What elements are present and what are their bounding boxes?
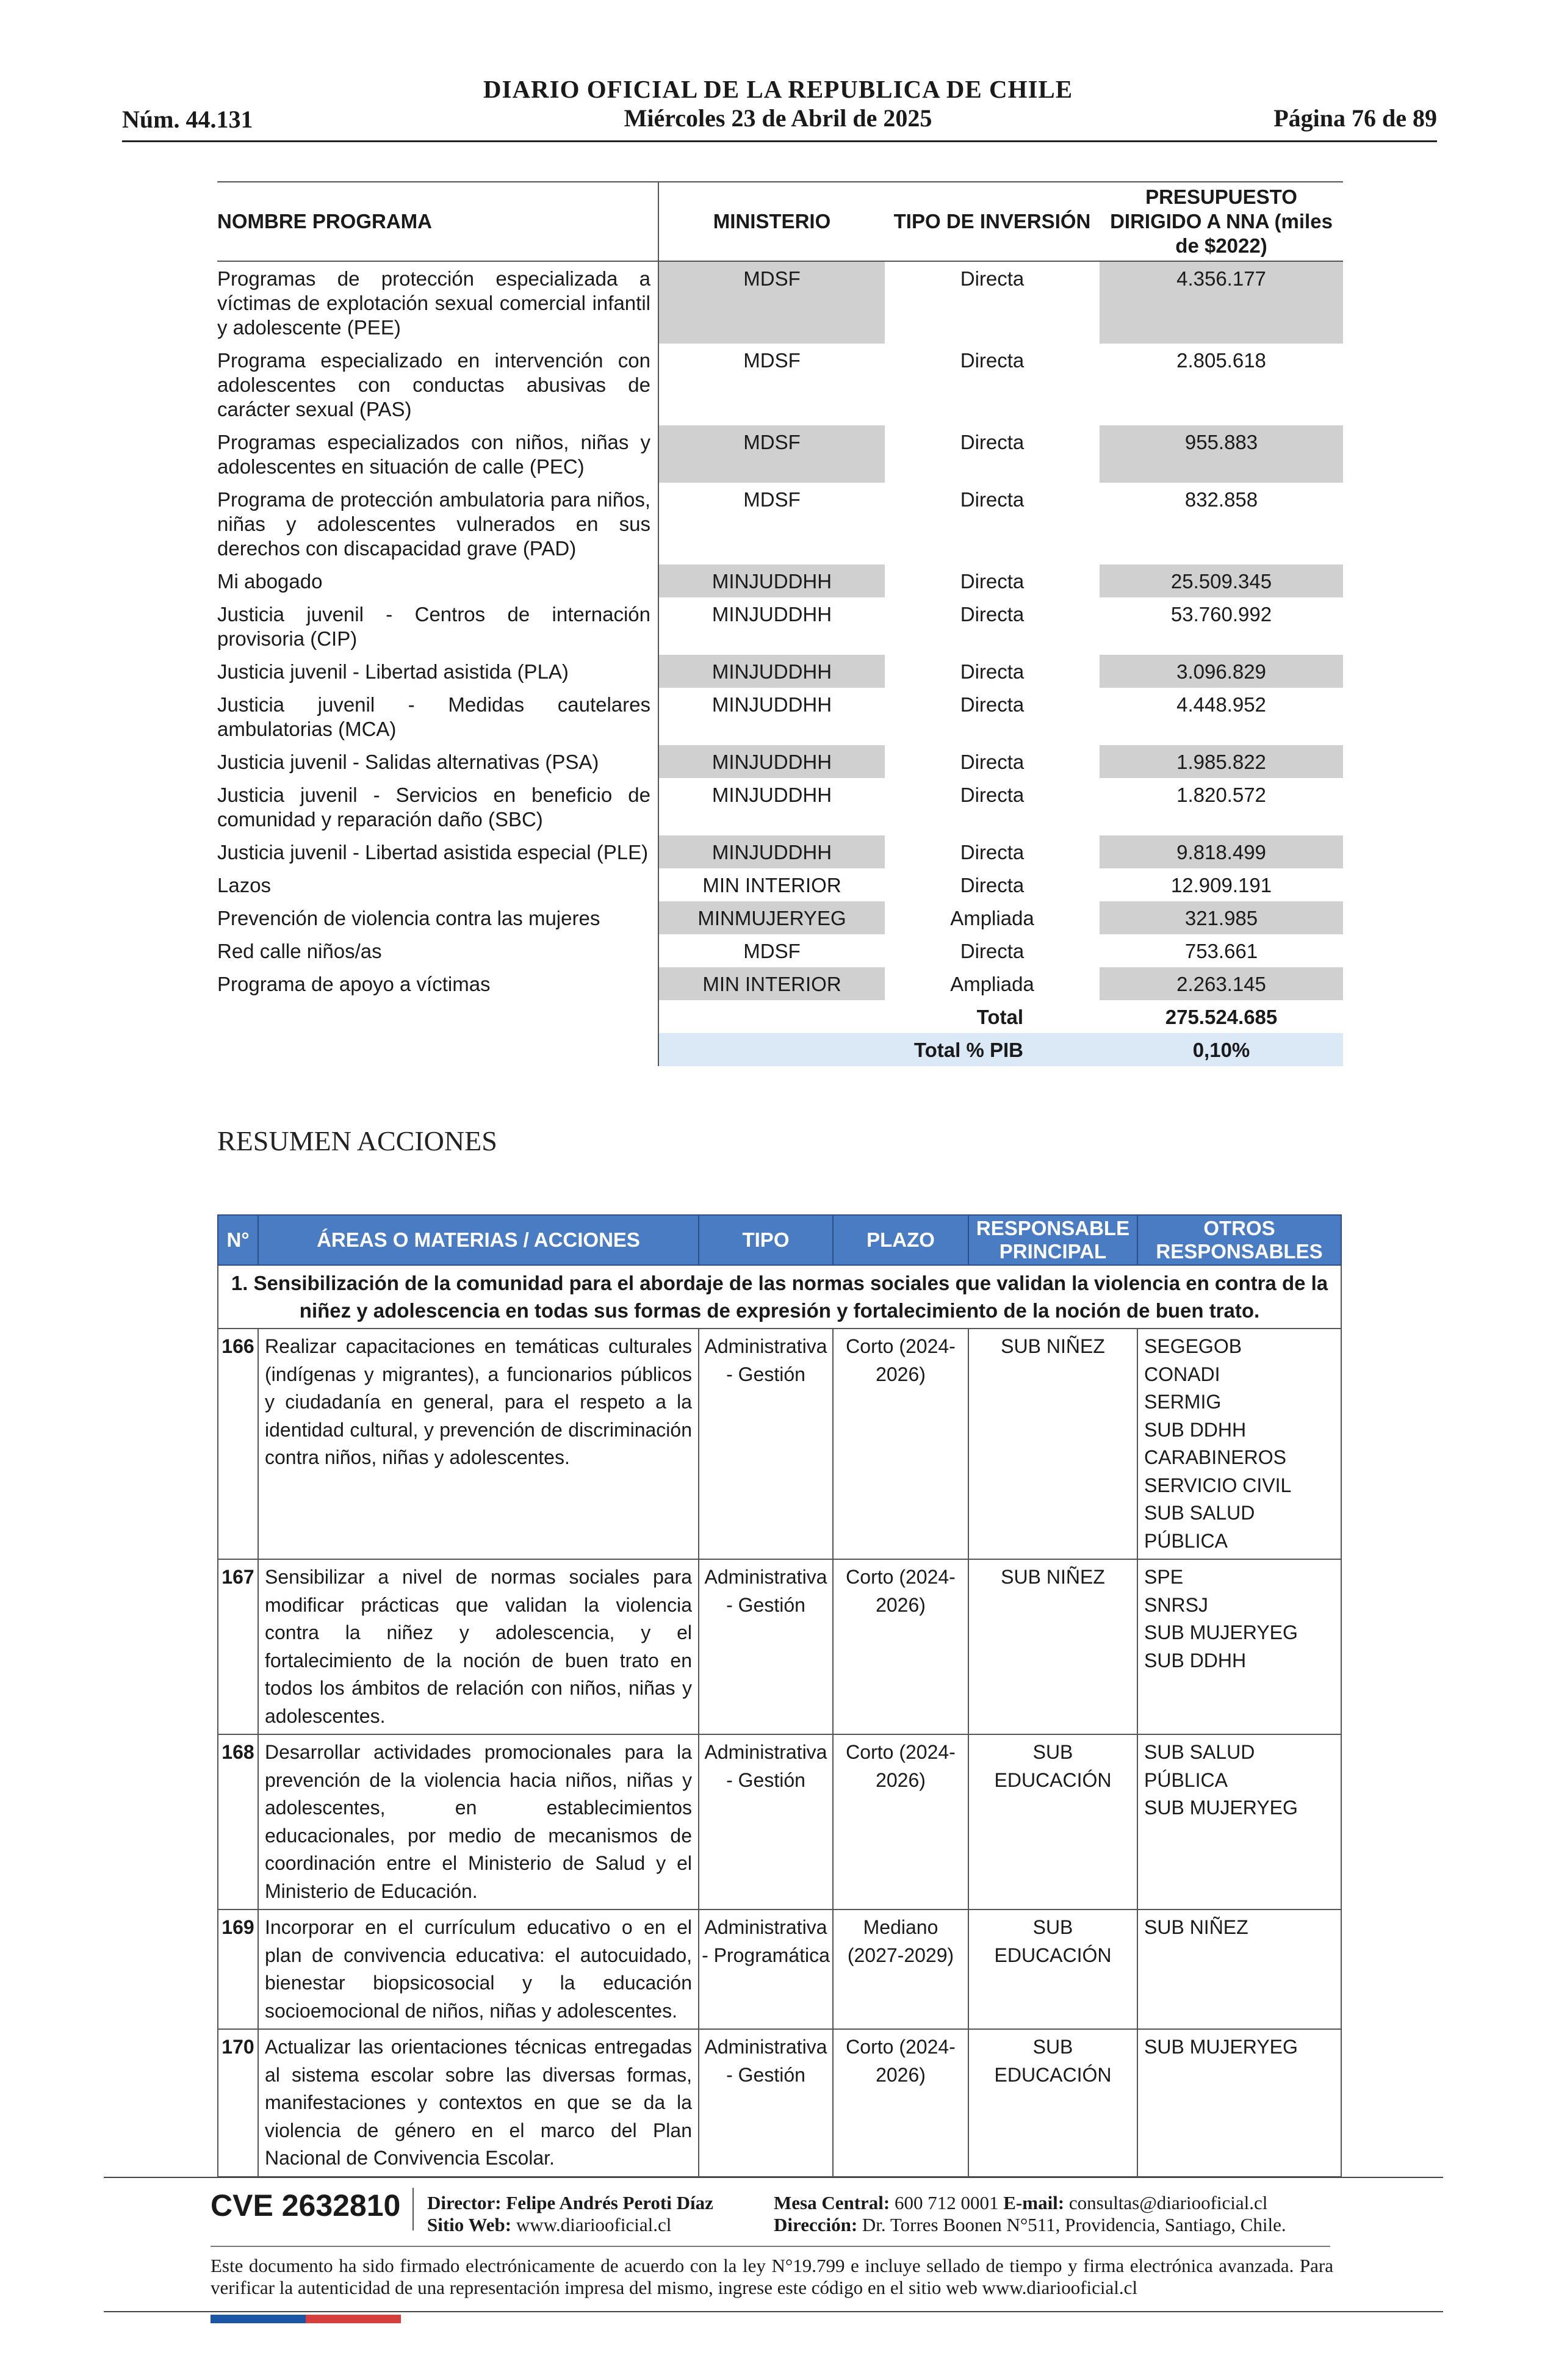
- action-number: 167: [218, 1559, 258, 1734]
- otro-responsable: CARABINEROS: [1144, 1446, 1286, 1468]
- otro-responsable: SUB MUJERYEG: [1144, 2036, 1298, 2058]
- presupuesto-cell: 753.661: [1184, 940, 1258, 962]
- direccion-value: Dr. Torres Boonen N°511, Providencia, Santiago, Chile.: [862, 2214, 1286, 2235]
- tipo-cell: Directa: [960, 784, 1025, 806]
- budget-row: [217, 597, 1343, 655]
- actions-header-row: [218, 1215, 1341, 1265]
- tipo-cell: Directa: [960, 603, 1025, 626]
- action-plazo: Corto (2024-2026): [833, 1559, 968, 1734]
- ministerio-cell: MINMUJERYEG: [658, 901, 885, 934]
- action-row: [218, 2029, 1341, 2177]
- header-tipo: TIPO: [699, 1215, 833, 1265]
- action-number: 170: [218, 2029, 258, 2177]
- header-tipo-inversion: TIPO DE INVERSIÓN: [893, 210, 1091, 233]
- email-label: E-mail:: [1003, 2192, 1065, 2213]
- action-description: Desarrollar actividades promocionales para la prevención de la violencia hacia niños, niñas y adolescentes, en establecimientos educacionales, por medio de mecanismos de coordinación entre el Ministerio de Salud y el Ministerio de Educación.: [258, 1734, 699, 1909]
- otro-responsable: SERMIG: [1144, 1391, 1222, 1413]
- direccion-label: Dirección:: [774, 2214, 858, 2235]
- budget-row: [217, 868, 1343, 901]
- web-link[interactable]: www.diariooficial.cl: [516, 2214, 672, 2235]
- ministerio-cell: MDSF: [658, 261, 885, 344]
- section-title: 1. Sensibilización de la comunidad para el abordaje de las normas sociales que validan la violencia en contra de la niñez y adolescencia en todas sus formas de expresión y fortalecimiento de la noción de buen trato.: [218, 1265, 1341, 1329]
- pib-label: Total % PIB: [658, 1033, 1100, 1066]
- ministerio-cell: MINJUDDHH: [658, 778, 885, 835]
- programa-cell: Lazos: [217, 874, 272, 896]
- budget-row: [217, 483, 1343, 564]
- action-otros: [1137, 1909, 1341, 2029]
- mesa-label: Mesa Central:: [774, 2192, 890, 2213]
- footer-director-block: [427, 2192, 713, 2236]
- programa-cell: Justicia juvenil - Centros de internación provisoria (CIP): [217, 603, 650, 650]
- action-plazo: Corto (2024-2026): [833, 1329, 968, 1559]
- email-link[interactable]: consultas@diariooficial.cl: [1068, 2192, 1268, 2213]
- total-empty: [217, 1000, 658, 1033]
- budget-row: [217, 261, 1343, 344]
- action-otros: [1137, 1734, 1341, 1909]
- presupuesto-cell: 955.883: [1100, 425, 1343, 483]
- footer-separator: [412, 2188, 414, 2230]
- otro-responsable: SUB MUJERYEG: [1144, 1797, 1298, 1819]
- presupuesto-cell: 2.263.145: [1100, 967, 1343, 1000]
- programa-cell: Prevención de violencia contra las mujeres: [217, 907, 600, 929]
- pib-value: 0,10%: [1100, 1033, 1343, 1066]
- action-otros: [1137, 1559, 1341, 1734]
- presupuesto-cell: 9.818.499: [1100, 835, 1343, 868]
- otro-responsable: SUB SALUD: [1144, 1502, 1255, 1524]
- action-otros: [1137, 2029, 1341, 2177]
- tipo-cell: Directa: [960, 431, 1025, 453]
- otro-responsable: SUB MUJERYEG: [1144, 1621, 1298, 1643]
- action-plazo: Mediano (2027-2029): [833, 1909, 968, 2029]
- footer-divider-bottom: [104, 2311, 1443, 2312]
- programa-cell: Mi abogado: [217, 570, 323, 593]
- page-number: Página 76 de 89: [1273, 104, 1437, 132]
- ministerio-cell: MINJUDDHH: [658, 564, 885, 597]
- header-programa: NOMBRE PROGRAMA: [217, 210, 432, 233]
- budget-table: [217, 181, 1343, 1066]
- action-plazo: Corto (2024-2026): [833, 2029, 968, 2177]
- actions-body: [218, 1265, 1341, 2177]
- ministerio-cell: MIN INTERIOR: [658, 868, 885, 901]
- total-label: Total: [658, 1000, 1100, 1033]
- total-value: 275.524.685: [1165, 1006, 1278, 1028]
- programa-cell: Justicia juvenil - Medidas cautelares ambulatorias (MCA): [217, 693, 650, 740]
- footer-divider-mid: [211, 2246, 1330, 2247]
- action-row: [218, 1559, 1341, 1734]
- mesa-phone: 600 712 0001: [895, 2192, 999, 2213]
- presupuesto-cell: 1.820.572: [1176, 784, 1266, 806]
- otro-responsable: SUB DDHH: [1144, 1649, 1247, 1671]
- tipo-cell: Directa: [960, 874, 1025, 896]
- ministerio-cell: MDSF: [658, 425, 885, 483]
- budget-row: [217, 901, 1343, 934]
- budget-body: [217, 261, 1343, 1066]
- presupuesto-cell: 2.805.618: [1176, 349, 1266, 372]
- programa-cell: Programas especializados con niños, niñas y adolescentes en situación de calle (PEC): [217, 431, 650, 478]
- flag-stripe-red: [306, 2315, 401, 2323]
- ministerio-cell: MIN INTERIOR: [658, 967, 885, 1000]
- budget-row: [217, 967, 1343, 1000]
- tipo-cell: Directa: [960, 349, 1025, 372]
- actions-table: [217, 1214, 1342, 2177]
- budget-row: [217, 835, 1343, 868]
- tipo-cell: Directa: [960, 570, 1025, 593]
- action-description: Realizar capacitaciones en temáticas culturales (indígenas y migrantes), a funcionarios públicos y ciudadanía en general, para el respeto a la identidad cultural, y prevención de discriminación contra niños, niñas y adolescentes.: [258, 1329, 699, 1559]
- otro-responsable: PÚBLICA: [1144, 1529, 1228, 1552]
- presupuesto-cell: 4.356.177: [1100, 261, 1343, 344]
- programa-cell: Programa de apoyo a víctimas: [217, 973, 491, 995]
- footer-contact-block: [774, 2192, 1286, 2236]
- action-tipo: Administrativa - Gestión: [699, 2029, 833, 2177]
- header-otros: OTROS RESPONSABLES: [1137, 1215, 1341, 1265]
- total-row: [217, 1000, 1343, 1033]
- budget-header-row: [217, 182, 1343, 261]
- action-otros: [1137, 1329, 1341, 1559]
- header-responsable: RESPONSABLE PRINCIPAL: [968, 1215, 1137, 1265]
- action-responsable: SUB EDUCACIÓN: [968, 1734, 1137, 1909]
- action-description: Incorporar en el currículum educativo o en el plan de convivencia educativa: el autocuidado, bienestar biopsicosocial y la educación socioemocional de niños, niñas y adolescentes.: [258, 1909, 699, 2029]
- tipo-cell: Directa: [960, 488, 1025, 511]
- tipo-cell: Directa: [960, 267, 1025, 290]
- header-plazo: PLAZO: [833, 1215, 968, 1265]
- director-name: Felipe Andrés Peroti Díaz: [506, 2192, 713, 2213]
- programa-cell: Programa de protección ambulatoria para niños, niñas y adolescentes vulnerados en sus derechos con discapacidad grave (PAD): [217, 488, 650, 560]
- budget-row: [217, 344, 1343, 425]
- action-row: [218, 1909, 1341, 2029]
- action-tipo: Administrativa - Gestión: [699, 1559, 833, 1734]
- action-responsable: SUB EDUCACIÓN: [968, 2029, 1137, 2177]
- action-number: 166: [218, 1329, 258, 1559]
- ministerio-cell: MDSF: [658, 483, 885, 564]
- action-responsable: SUB NIÑEZ: [968, 1559, 1137, 1734]
- budget-row: [217, 778, 1343, 835]
- presupuesto-cell: 3.096.829: [1100, 655, 1343, 688]
- tipo-cell: Directa: [960, 660, 1025, 683]
- header-n: N°: [218, 1215, 258, 1265]
- ministerio-cell: MDSF: [658, 934, 885, 967]
- presupuesto-cell: 1.985.822: [1100, 745, 1343, 778]
- budget-row: [217, 934, 1343, 967]
- otro-responsable: SUB NIÑEZ: [1144, 1916, 1248, 1938]
- ministerio-cell: MDSF: [658, 344, 885, 425]
- issue-number: Núm. 44.131: [122, 106, 253, 133]
- presupuesto-cell: 12.909.191: [1170, 874, 1272, 896]
- tipo-cell: Directa: [960, 693, 1025, 716]
- header-ministerio: MINISTERIO: [658, 182, 885, 261]
- action-description: Sensibilizar a nivel de normas sociales para modificar prácticas que validan la violencia contra la niñez y adolescencia, y el fortalecimiento de la noción de buen trato en todos los ámbitos de relación con niños, niñas y adolescentes.: [258, 1559, 699, 1734]
- otro-responsable: SPE: [1144, 1566, 1184, 1588]
- action-description: Actualizar las orientaciones técnicas entregadas al sistema escolar sobre las diversas formas, manifestaciones y contextos en que se da la violencia de género en el marco del Plan Nacional de Convivencia Escolar.: [258, 2029, 699, 2177]
- tipo-cell: Directa: [960, 751, 1025, 773]
- ministerio-cell: MINJUDDHH: [658, 745, 885, 778]
- budget-row: [217, 564, 1343, 597]
- otro-responsable: SERVICIO CIVIL: [1144, 1474, 1292, 1496]
- header-divider: [122, 140, 1437, 142]
- budget-row: [217, 425, 1343, 483]
- programa-cell: Justicia juvenil - Servicios en beneficio de comunidad y reparación daño (SBC): [217, 784, 650, 831]
- section-row: [218, 1265, 1341, 1329]
- otro-responsable: SUB DDHH: [1144, 1418, 1247, 1441]
- tipo-cell: Directa: [960, 841, 1025, 864]
- budget-row: [217, 745, 1343, 778]
- ministerio-cell: MINJUDDHH: [658, 597, 885, 655]
- action-tipo: Administrativa - Programática: [699, 1909, 833, 2029]
- tipo-cell: Ampliada: [950, 907, 1034, 929]
- publication-title: DIARIO OFICIAL DE LA REPUBLICA DE CHILE: [483, 75, 1073, 103]
- otro-responsable: SEGEGOB: [1144, 1335, 1242, 1357]
- presupuesto-cell: 321.985: [1100, 901, 1343, 934]
- programa-cell: Justicia juvenil - Libertad asistida especial (PLE): [217, 841, 649, 864]
- pib-row: [217, 1033, 1343, 1066]
- action-number: 169: [218, 1909, 258, 2029]
- otro-responsable: CONADI: [1144, 1363, 1220, 1385]
- header-areas: ÁREAS O MATERIAS / ACCIONES: [258, 1215, 699, 1265]
- programa-cell: Justicia juvenil - Libertad asistida (PLA): [217, 660, 569, 683]
- presupuesto-cell: 53.760.992: [1170, 603, 1272, 626]
- action-number: 168: [218, 1734, 258, 1909]
- tipo-cell: Ampliada: [950, 973, 1034, 995]
- budget-row: [217, 655, 1343, 688]
- ministerio-cell: MINJUDDHH: [658, 688, 885, 745]
- presupuesto-cell: 4.448.952: [1176, 693, 1266, 716]
- action-tipo: Administrativa - Gestión: [699, 1329, 833, 1559]
- director-label: Director:: [427, 2192, 502, 2213]
- action-responsable: SUB EDUCACIÓN: [968, 1909, 1137, 2029]
- footer-divider-top: [104, 2177, 1443, 2178]
- cve-code: CVE 2632810: [211, 2188, 401, 2223]
- flag-stripe-blue: [211, 2315, 306, 2323]
- programa-cell: Justicia juvenil - Salidas alternativas (PSA): [217, 751, 599, 773]
- programa-cell: Red calle niños/as: [217, 940, 382, 962]
- header-presupuesto: PRESUPUESTO DIRIGIDO A NNA (miles de $2022): [1110, 186, 1333, 257]
- action-responsable: SUB NIÑEZ: [968, 1329, 1137, 1559]
- ministerio-cell: MINJUDDHH: [658, 835, 885, 868]
- action-row: [218, 1329, 1341, 1559]
- action-plazo: Corto (2024-2026): [833, 1734, 968, 1909]
- budget-row: [217, 688, 1343, 745]
- ministerio-cell: MINJUDDHH: [658, 655, 885, 688]
- web-label: Sitio Web:: [427, 2214, 512, 2235]
- tipo-cell: Directa: [960, 940, 1025, 962]
- otro-responsable: SUB SALUD: [1144, 1741, 1255, 1763]
- pib-empty: [217, 1033, 658, 1066]
- resumen-heading: RESUMEN ACCIONES: [217, 1125, 497, 1156]
- publication-date: Miércoles 23 de Abril de 2025: [624, 104, 932, 132]
- signature-note: Este documento ha sido firmado electrónicamente de acuerdo con la ley N°19.799 e incluye sellado de tiempo y firma electrónica avanzada. Para verificar la autenticidad de una representación impresa del mismo, ingrese este código en el sitio web www.diariooficial.cl: [211, 2255, 1333, 2298]
- programa-cell: Programa especializado en intervención con adolescentes con conductas abusivas de carácter sexual (PAS): [217, 349, 650, 420]
- programa-cell: Programas de protección especializada a víctimas de explotación sexual comercial infantil y adolescente (PEE): [217, 267, 650, 339]
- action-row: [218, 1734, 1341, 1909]
- presupuesto-cell: 832.858: [1184, 488, 1258, 511]
- otro-responsable: SNRSJ: [1144, 1593, 1208, 1616]
- otro-responsable: PÚBLICA: [1144, 1769, 1228, 1791]
- action-tipo: Administrativa - Gestión: [699, 1734, 833, 1909]
- presupuesto-cell: 25.509.345: [1100, 564, 1343, 597]
